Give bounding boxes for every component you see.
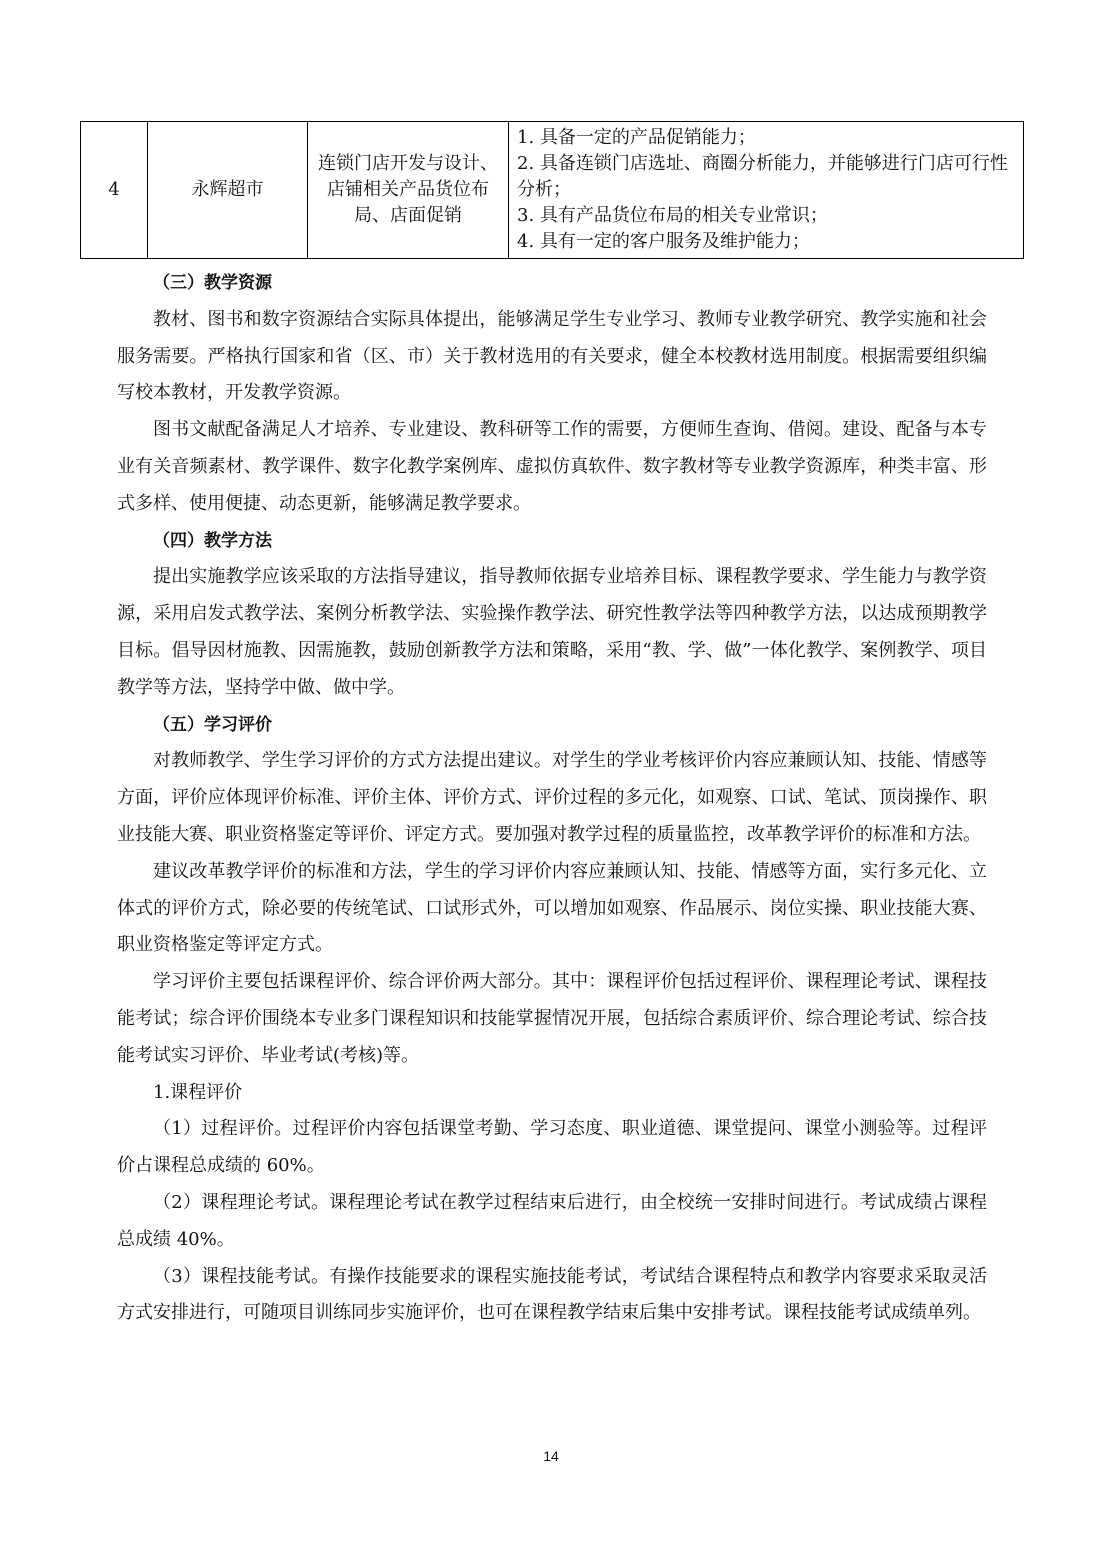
paragraph: 对教师教学、学生学习评价的方式方法提出建议。对学生的学业考核评价内容应兼顾认知、技能、情感等方面，评价应体现评价标准、评价主体、评价方式、评价过程的多元化，如观察、口试、笔试、顶岗操作、职业技能大赛、职业资格鉴定等评价、评定方式。要加强对教学过程的质量监控，改革教学评价的标准和方法。	[117, 750, 987, 845]
page-number: 14	[543, 1448, 559, 1464]
enterprise-table	[80, 121, 1024, 259]
table-row	[81, 122, 1024, 259]
section-heading: （三）教学资源	[153, 273, 272, 293]
paragraph: 学习评价主要包括课程评价、综合评价两大部分。其中：课程评价包括过程评价、课程理论考试、课程技能考试；综合评价围绕本专业多门课程知识和技能掌握情况开展，包括综合素质评价、综合理论考试、综合技能考试实习评价、毕业考试(考核)等。	[117, 971, 987, 1066]
requirement-item: 4. 具有一定的客户服务及维护能力；	[517, 231, 810, 252]
requirement-item: 3. 具有产品货位布局的相关专业常识；	[517, 205, 828, 226]
paragraph: 教材、图书和数字资源结合实际具体提出，能够满足学生专业学习、教师专业教学研究、教学实施和社会服务需要。严格执行国家和省（区、市）关于教材选用的有关要求，健全本校教材选用制度。根据需要组织编写校本教材，开发教学资源。	[117, 308, 987, 404]
paragraph: 提出实施教学应该采取的方法指导建议，指导教师依据专业培养目标、课程教学要求、学生能力与教学资源，采用启发式教学法、案例分析教学法、实验操作教学法、研究性教学法等四种教学方法，以达成预期教学目标。倡导因材施教、因需施教，鼓励创新教学方法和策略，采用“教、学、做”一体化教学、案例教学、项目教学等方法，坚持学中做、做中学。	[117, 566, 987, 698]
row-number: 4	[81, 122, 148, 259]
subsection-heading: 1.课程评价	[153, 1081, 243, 1103]
requirement-item: 2. 具备连锁门店选址、商圈分析能力，并能够进行门店可行性分析；	[517, 153, 1008, 200]
position-description: 连锁门店开发与设计、店铺相关产品货位布局、店面促销	[308, 122, 509, 259]
paragraph: （1）过程评价。过程评价内容包括课堂考勤、学习态度、职业道德、课堂提问、课堂小测验等。过程评价占课程总成绩的 60%。	[117, 1118, 987, 1177]
enterprise-name: 永辉超市	[148, 122, 308, 259]
paragraph: 图书文献配备满足人才培养、专业建设、教科研等工作的需要，方便师生查询、借阅。建设、配备与本专业有关音频素材、教学课件、数字化教学案例库、虚拟仿真软件、数字教材等专业教学资源库，种类丰富、形式多样、使用便捷、动态更新，能够满足教学要求。	[117, 419, 987, 514]
paragraph: （3）课程技能考试。有操作技能要求的课程实施技能考试，考试结合课程特点和教学内容要求采取灵活方式安排进行，可随项目训练同步实施评价，也可在课程教学结束后集中安排考试。课程技能考试成绩单列。	[117, 1265, 987, 1324]
paragraph: 建议改革教学评价的标准和方法，学生的学习评价内容应兼顾认知、技能、情感等方面，实行多元化、立体式的评价方式，除必要的传统笔试、口试形式外，可以增加如观察、作品展示、岗位实操、职业技能大赛、职业资格鉴定等评定方式。	[117, 860, 987, 956]
requirement-item: 1. 具备一定的产品促销能力；	[517, 127, 756, 148]
paragraph: （2）课程理论考试。课程理论考试在教学过程结束后进行，由全校统一安排时间进行。考试成绩占课程总成绩 40%。	[117, 1191, 987, 1250]
section-heading: （五）学习评价	[153, 714, 272, 735]
section-heading: （四）教学方法	[153, 530, 272, 551]
ability-requirements	[509, 122, 1024, 259]
body-text	[117, 265, 987, 1332]
